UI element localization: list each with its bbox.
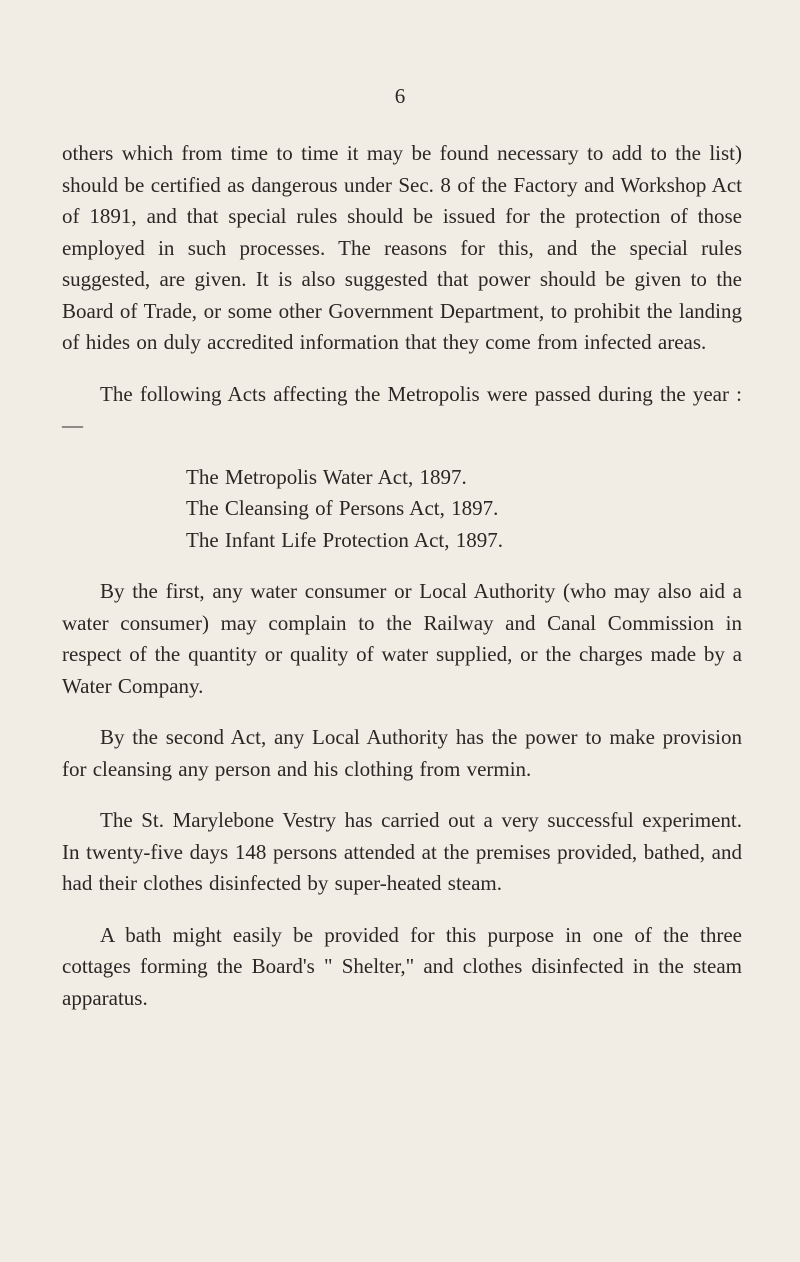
paragraph-marylebone: The St. Marylebone Vestry has carried out a very successful experiment. In twenty-five days 148 persons attended at the premises provided, bathed, and had their clothes disinfected by super-heated steam. (62, 808, 742, 895)
page-number: 6 (394, 84, 406, 108)
acts-list (186, 462, 742, 557)
paragraph-acts-intro: The following Acts affecting the Metropolis were passed during the year :— (62, 381, 742, 437)
paragraph-bath: A bath might easily be provided for this purpose in one of the three cottages forming the Board's " Shelter," and clothes disinfected in the steam apparatus. (62, 922, 742, 1010)
paragraph-first-act: By the first, any water consumer or Local Authority (who may also aid a water consumer) may complain to the Railway and Canal Commission in respect of the quantity or quality of water supplied, or the charges made by a Water Company. (62, 579, 742, 698)
document-body (62, 138, 742, 1034)
act-item: The Cleansing of Persons Act, 1897. (186, 496, 499, 520)
act-item: The Infant Life Protection Act, 1897. (186, 527, 503, 552)
act-item: The Metropolis Water Act, 1897. (186, 464, 467, 489)
paragraph-second-act: By the second Act, any Local Authority has the power to make provision for cleansing any person and his clothing from vermin. (62, 725, 742, 781)
paragraph-continuation: others which from time to time it may be found necessary to add to the list) should be certified as dangerous under Sec. 8 of the Factory and Workshop Act of 1891, and that special rules should be issued for the protection of those employed in such processes. The reasons for this, and the special rules suggested, are given. It is also suggested that power should be given to the Board of Trade, or some other Government Department, to prohibit the landing of hides on duly accredited information that they come from infected areas. (62, 141, 742, 354)
